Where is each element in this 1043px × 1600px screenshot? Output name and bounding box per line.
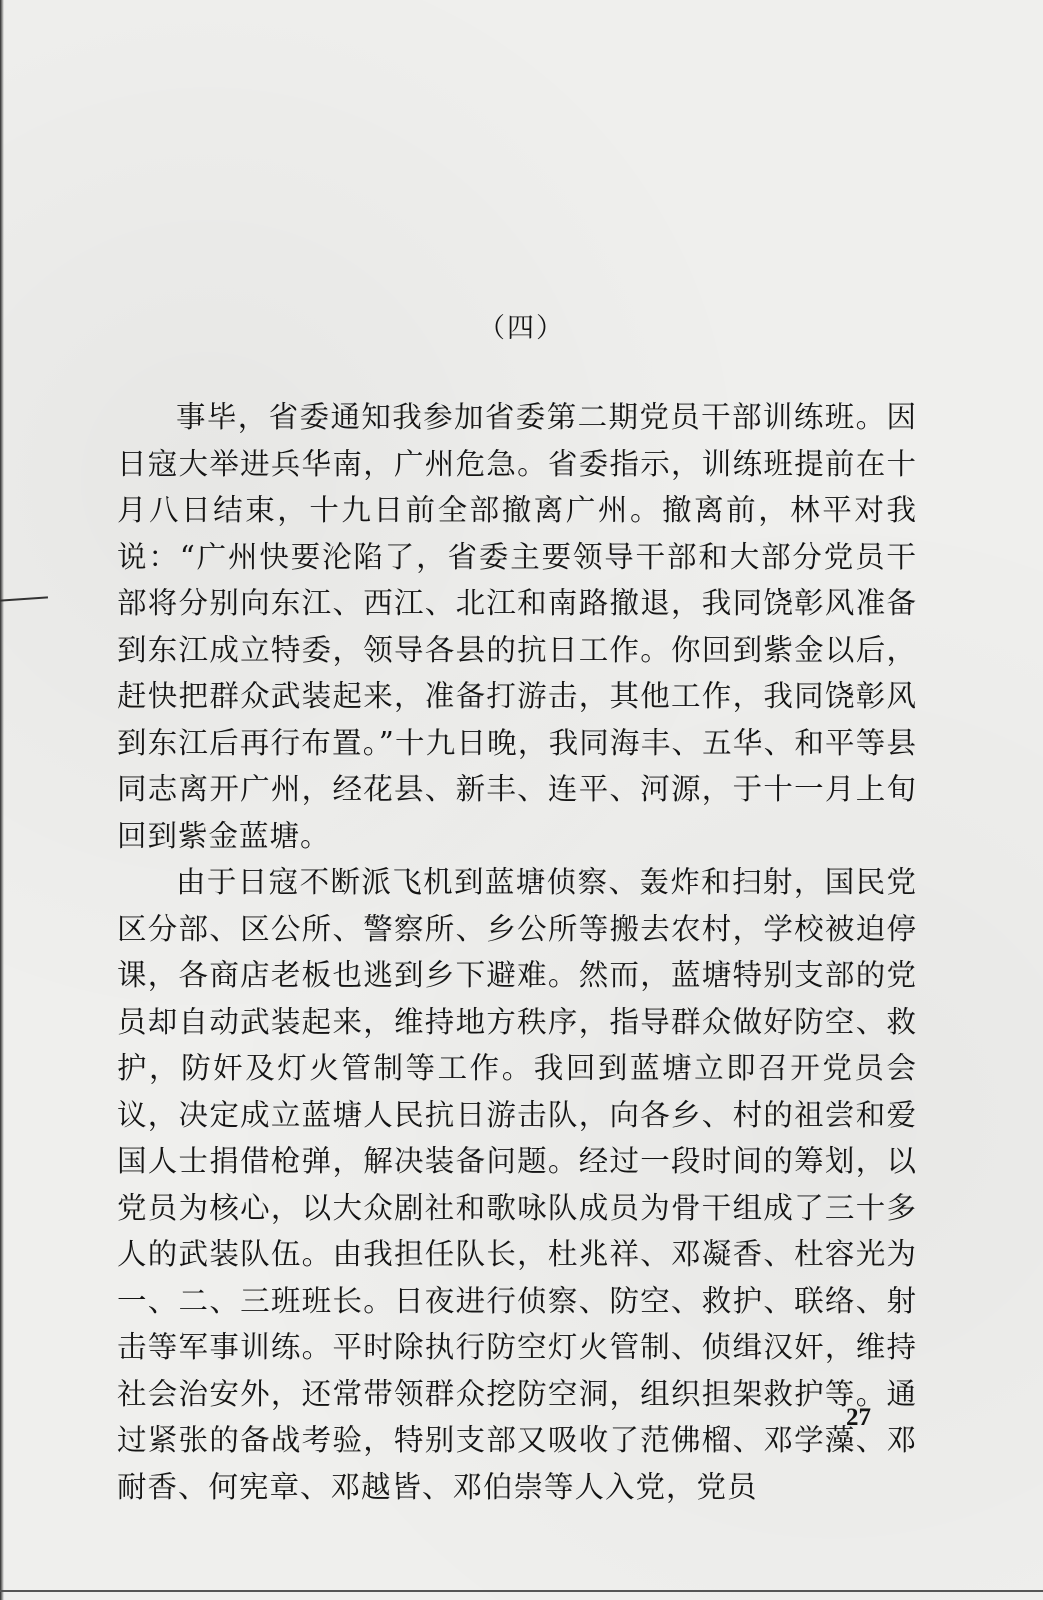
paragraph-1: 事毕，省委通知我参加省委第二期党员干部训练班。因日寇大举进兵华南，广州危急。省委指示，训练班提前在十月八日结束，十九日前全部撤离广州。撤离前，林平对我说：“广州快要沦陷了，省委主要领导干部和大部分党员干部将分别向东江、西江、北江和南路撤退，我同饶彰风准备到东江成立特委，领导各县的抗日工作。你回到紫金以后，赶快把群众武装起来，准备打游击，其他工作，我同饶彰风到东江后再行布置。”十九日晚，我同海丰、五华、和平等县同志离开广州，经花县、新丰、连平、河源，于十一月上旬回到紫金蓝塘。 [117, 400, 917, 853]
scan-bottom-edge [0, 1590, 1043, 1592]
body-text [117, 394, 917, 1510]
section-heading: （四） [478, 313, 565, 344]
paragraph-2: 由于日寇不断派飞机到蓝塘侦察、轰炸和扫射，国民党区分部、区公所、警察所、乡公所等搬去农村，学校被迫停课，各商店老板也逃到乡下避难。然而，蓝塘特别支部的党员却自动武装起来，维持地方秩序，指导群众做好防空、救护，防奸及灯火管制等工作。我回到蓝塘立即召开党员会议，决定成立蓝塘人民抗日游击队，向各乡、村的祖尝和爱国人士捐借枪弹，解决装备问题。经过一段时间的筹划，以党员为核心，以大众剧社和歌咏队成员为骨干组成了三十多人的武装队伍。由我担任队长，杜兆祥、邓凝香、杜容光为一、二、三班班长。日夜进行侦察、防空、救护、联络、射击等军事训练。平时除执行防空灯火管制、侦缉汉奸，维持社会治安外，还常带领群众挖防空洞，组织担架救护等。通过紧张的备战考验，特别支部又吸收了范佛榴、邓学藻、邓耐香、何宪章、邓越皆、邓伯崇等人入党，党员 [117, 865, 917, 1504]
page-number: 27 [846, 1404, 871, 1431]
scan-edge-left [0, 0, 4, 1600]
scan-margin-mark [0, 596, 48, 601]
